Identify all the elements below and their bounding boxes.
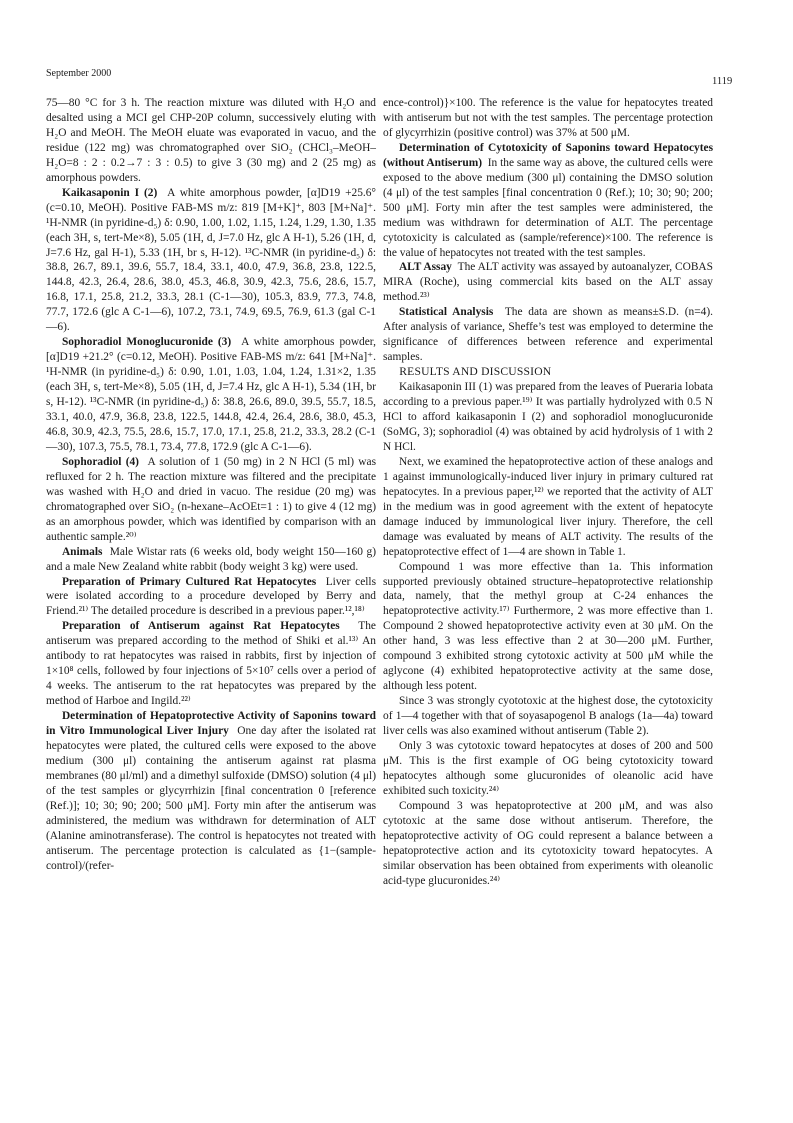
page-number: 1119 <box>712 76 733 87</box>
paragraph <box>46 619 376 709</box>
paragraph: Compound 1 was more effective than 1a. This information supported previously obtained structure–hepatoprotective relationship data, namely, that the methyl group at C-24 enhances the hepatoprotective activity.¹⁷⁾ Furthermore, 2 was more effective than 1. Compound 2 showed hepatoprotective activity even at 30 μM. On the other hand, 3 was less effective than 2 at 30—200 μM. Further, compound 3 exhibited strong cytotoxic activity at 500 μM while the aglycone (4) exhibited hepatoprotective activity at the same dose, although less potent. <box>383 560 713 693</box>
paragraph-body: A white amorphous powder, [α]D19 +25.6° (c=0.10, MeOH). Positive FAB-MS m/z: 819 [M+K]⁺, 803 [M+Na]⁺. ¹H-NMR (in pyridine-d₅) δ: 0.90, 1.00, 1.02, 1.15, 1.24, 1.29, 1.30, 1.35 (each 3H, s, tert-Me×8), 5.05 (1H, d, J=7.0 Hz, glc A H-1), 5.26 (1H, d, J=7.6 Hz, gal H-1), 5.33 (1H, br s, H-12). ¹³C-NMR (in pyridine-d₅) δ: 38.8, 26.7, 89.1, 39.6, 55.7, 18.4, 33.1, 40.0, 47.9, 36.8, 23.8, 122.5, 144.8, 42.3, 26.4, 28.6, 38.0, 45.3, 46.8, 30.9, 42.3, 75.6, 28.6, 15.7, 16.8, 17.1, 25.8, 21.2, 33.3, 28.1 (C-1—30), 105.3, 83.9, 77.3, 74.8, 77.7, 172.6 (glc A C-1—6), 107.2, 73.1, 74.9, 69.5, 76.9, 61.3 (gal C-1—6). <box>46 186 376 334</box>
paragraph-heading: Preparation of Primary Cultured Rat Hepatocytes <box>61 575 317 588</box>
paragraph: Since 3 was strongly cyototoxic at the highest dose, the cytotoxicity of 1—4 together with that of soyasapogenol B analogs (1a—4a) toward liver cells was also examined without antiserum (Table 2). <box>383 695 713 738</box>
paragraph: 75—80 °C for 3 h. The reaction mixture was diluted with H₂O and desalted using a MCI gel CHP-20P column, successively eluting with H₂O and MeOH. The MeOH eluate was evaporated in vacuo, and the residue (122 mg) was chromatographed over SiO₂ (CHCl₃–MeOH–H₂O=8 : 2 : 0.2→7 : 3 : 0.5) to give 3 (30 mg) and 2 (25 mg) as amorphous powders. <box>46 97 376 184</box>
paragraph <box>46 545 376 575</box>
paragraph-body: A white amorphous powder, [α]D19 +21.2° (c=0.12, MeOH). Positive FAB-MS m/z: 641 [M+Na]⁺. ¹H-NMR (in pyridine-d₅) δ: 0.90, 1.01, 1.03, 1.04, 1.24, 1.31×2, 1.35 (each 3H, s, tert-Me×8), 5.05 (1H, d, J=7.4 Hz, glc A H-1), 5.34 (1H, br s, H-12). ¹³C-NMR (in pyridine-d₅) δ: 38.8, 26.6, 89.0, 39.5, 55.7, 18.5, 33.1, 40.0, 47.9, 36.8, 23.8, 122.5, 144.8, 42.4, 26.4, 28.6, 38.0, 45.3, 46.8, 30.9, 42.3, 75.5, 28.6, 15.7, 17.0, 17.1, 25.8, 21.2, 33.3, 28.2 (C-1—30), 107.3, 75.5, 78.1, 73.4, 77.8, 172.9 (glc A C-1—6). <box>46 336 376 453</box>
paragraph: Compound 3 was hepatoprotective at 200 μM, and was also cytotoxic at the same dose without antiserum. Therefore, the hepatoprotective activity of OG could represent a balance between a hepatoprotective action and its cytotoxicity toward hepatocytes. A similar observation has been obtained from experiments with oleanolic acid-type glucuronides.²⁴⁾ <box>383 799 713 887</box>
paragraph <box>46 455 376 545</box>
paragraph <box>46 709 376 873</box>
paragraph <box>383 305 713 365</box>
paragraph-heading: Kaikasaponin I (2) <box>61 186 158 199</box>
left-column <box>46 96 376 874</box>
paragraph-body: Male Wistar rats (6 weeks old, body weight 150—160 g) and a male New Zealand white rabbit (body weight 3 kg) were used. <box>46 545 376 573</box>
right-column <box>383 96 713 889</box>
paragraph-body: Liver cells were isolated according to a procedure developed by Berry and Friend.²¹⁾ The detailed procedure is described in a previous paper.¹²,¹⁸⁾ <box>46 575 377 618</box>
paragraph: Kaikasaponin III (1) was prepared from the leaves of Pueraria lobata according to a previous paper.¹⁹⁾ It was partially hydrolyzed with 0.5 N HCl to afford kaikasaponin I (2) and sophoradiol monoglucuronide (SoMG, 3); sophoradiol (4) was obtained by acid hydrolysis of 1 with 2 N HCl. <box>383 381 713 453</box>
paragraph: Only 3 was cytotoxic toward hepatocytes at doses of 200 and 500 μM. This is the first example of OG being cytotoxicity toward hepatocytes although some glucuronides of oleanolic acid have exhibited such toxicity.²⁴⁾ <box>383 739 713 797</box>
paragraph: ence-control)}×100. The reference is the value for hepatocytes treated with antiserum but not with the test samples. The percentage protection of glycyrrhizin (positive control) was 37% at 500 μM. <box>383 97 713 139</box>
paragraph <box>383 141 713 261</box>
paragraph <box>46 186 376 336</box>
paragraph-heading: Statistical Analysis <box>398 306 494 319</box>
paragraph-heading: Sophoradiol Monoglucuronide (3) <box>61 336 232 349</box>
paragraph-heading: Sophoradiol (4) <box>61 455 139 468</box>
paragraph <box>383 260 713 305</box>
paragraph-heading: ALT Assay <box>398 261 452 274</box>
paragraph <box>46 575 376 620</box>
section-title: RESULTS AND DISCUSSION <box>399 365 552 379</box>
running-header-date: September 2000 <box>46 68 112 79</box>
paragraph-heading: Animals <box>61 545 103 558</box>
paragraph-heading: Determination of Hepatoprotective Activity of Saponins toward in Vitro Immunological Liver Injury <box>46 710 376 738</box>
paragraph-heading: Determination of Cytotoxicity of Saponins toward Hepatocytes (without Antiserum) <box>383 141 713 169</box>
paragraph-body: A solution of 1 (50 mg) in 2 N HCl (5 ml) was refluxed for 2 h. The reaction mixture was filtered and the precipitate was washed with H₂O and dried in vacuo. The residue (20 mg) was chromatographed over SiO₂ (n-hexane–AcOEt=1 : 1) to give 4 (12 mg) as an amorphous powder, which was identified by comparison with an authentic sample.²⁰⁾ <box>46 455 377 543</box>
paragraph-body: The ALT activity was assayed by autoanalyzer, COBAS MIRA (Roche), using commercial kits based on the ALT assay method.²³⁾ <box>383 261 713 304</box>
paragraph-body: The data are shown as means±S.D. (n=4). After analysis of variance, Sheffe’s test was employed to determine the significance of differences between reference and experimental samples. <box>383 306 714 364</box>
paragraph-body: One day after the isolated rat hepatocytes were plated, the cultured cells were exposed to the above medium (300 μl) containing the antiserum against rat plasma membranes (80 μl/ml) and a dimethyl sulfoxide (DMSO) solution (4 μl) of the test samples or glycyrrhizin [final concentration 0 [reference (Ref.)]; 10; 30; 90; 200; 500 μM]. Forty min after the antiserum was administered, the medium was withdrawn for determination of ALT (Alanine aminotransferase). The control is hepatocytes not treated with antiserum. The percentage protection is calculated as {1−(sample-control)/(refer- <box>46 725 376 872</box>
paragraph-heading: Preparation of Antiserum against Rat Hepatocytes <box>61 620 340 633</box>
paragraph <box>46 335 376 455</box>
paragraph: Next, we examined the hepatoprotective action of these analogs and 1 against immunologically-induced liver injury in primary cultured rat hepatocytes. In a previous paper,¹²⁾ we reported that the activity of ALT in the medium was in good agreement with the extent of hepatocyte damage induced by immunological liver injury. Therefore, the cell damage was evaluated by means of ALT activity. The results of the hepatoprotective effect of 1—4 are shown in Table 1. <box>383 455 713 558</box>
paragraph-body: In the same way as above, the cultured cells were exposed to the above medium (300 μl) containing the DMSO solution (4 μl) of the test samples [final concentration 0 (Ref.); 10; 30; 90; 200; 500 μM]. Forty min after the test samples were administered, the medium was withdrawn for determination of ALT. The percentage cytotoxicity is calculated as (sample/reference)×100. The reference is the value of hepatocytes not treated with the test samples. <box>383 156 713 259</box>
paragraph-body: The antiserum was prepared according to the method of Shiki et al.¹³⁾ An antibody to rat hepatocytes was raised in rabbits, first by injection of 1×10⁸ cells, followed by four injections of 5×10⁷ cells over a period of 4 weeks. The antiserum to the rat hepatocytes was prepared by the method of Harboe and Ingild.²²⁾ <box>46 620 376 708</box>
